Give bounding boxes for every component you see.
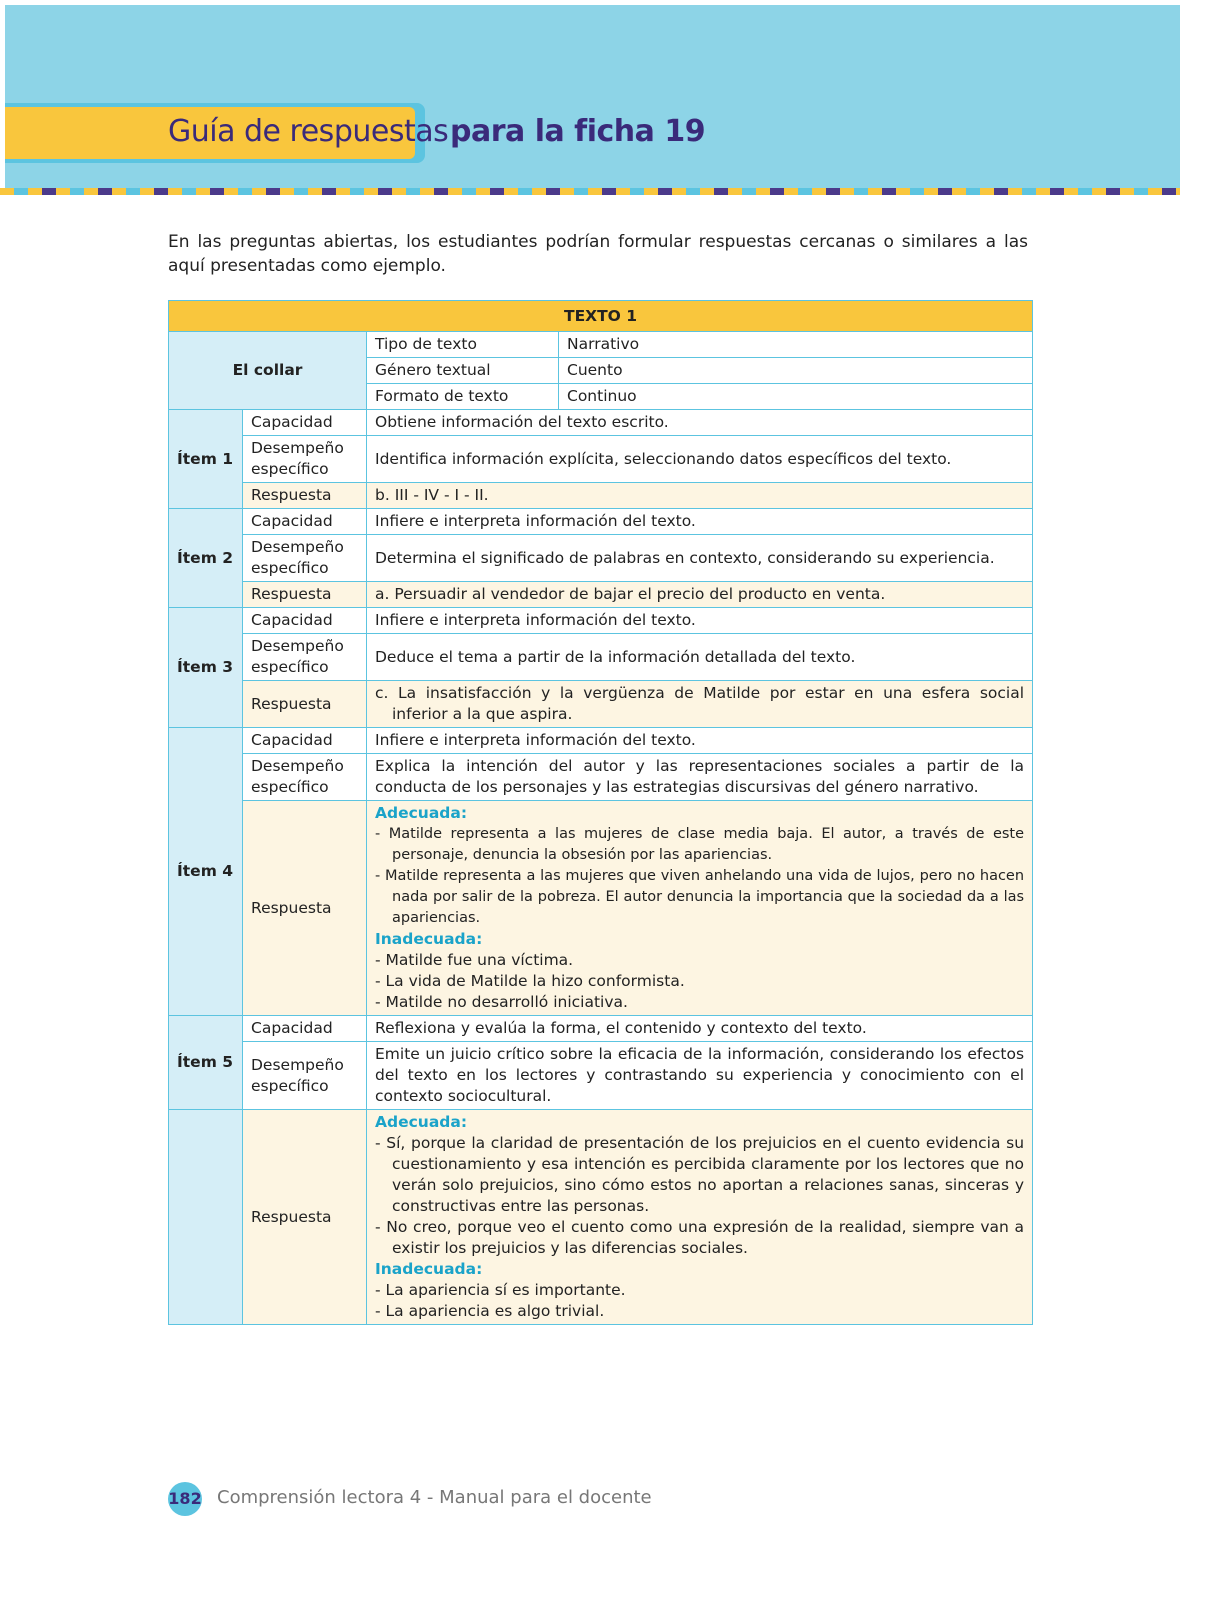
row-label: Desempeño específico xyxy=(243,436,367,483)
page-number: 182 xyxy=(168,1482,202,1516)
table-heading: TEXTO 1 xyxy=(169,301,1033,332)
meta-value: Cuento xyxy=(559,358,1033,384)
table-row xyxy=(169,535,1033,582)
adequate-heading: Adecuada: xyxy=(375,804,468,822)
capacity-text: Infiere e interpreta información del texto. xyxy=(367,509,1033,535)
capacity-text: Reflexiona y evalúa la forma, el contenido y contexto del texto. xyxy=(367,1016,1033,1042)
row-label: Capacidad xyxy=(243,410,367,436)
row-label: Desempeño específico xyxy=(243,535,367,582)
answer-line: - La vida de Matilde la hizo conformista. xyxy=(375,972,685,990)
row-label: Respuesta xyxy=(243,801,367,1016)
table-row xyxy=(169,608,1033,634)
table-row xyxy=(169,681,1033,728)
table-row xyxy=(169,728,1033,754)
intro-paragraph: En las preguntas abiertas, los estudiantes podrían formular respuestas cercanas o similares a las aquí presentadas como ejemplo. xyxy=(168,232,1028,276)
table-row xyxy=(169,483,1033,509)
adequate-heading: Adecuada: xyxy=(375,1113,468,1131)
answer-line: - La apariencia sí es importante. xyxy=(375,1281,626,1299)
row-label: Respuesta xyxy=(243,483,367,509)
answer-text: a. Persuadir al vendedor de bajar el precio del producto en venta. xyxy=(367,582,1033,608)
performance-text: Emite un juicio crítico sobre la eficacia de la información, considerando los efectos del texto en los lectores y contrastando su experiencia y conocimiento con el contexto sociocultural. xyxy=(367,1042,1033,1110)
table-row xyxy=(169,410,1033,436)
performance-text: Identifica información explícita, seleccionando datos específicos del texto. xyxy=(367,436,1033,483)
capacity-text: Infiere e interpreta información del texto. xyxy=(367,728,1033,754)
table-row xyxy=(169,436,1033,483)
text-title: El collar xyxy=(169,332,367,410)
row-label: Respuesta xyxy=(243,681,367,728)
performance-text: Determina el significado de palabras en contexto, considerando su experiencia. xyxy=(367,535,1033,582)
table-header-row xyxy=(169,301,1033,332)
table-row xyxy=(169,634,1033,681)
item-label: Ítem 1 xyxy=(169,410,243,509)
answer-line: - Matilde representa a las mujeres que viven anhelando una vida de lujos, pero no hacen nada por salir de la pobreza. El autor denuncia la importancia que la sociedad da a las apariencias. xyxy=(375,868,1025,926)
page-subtitle: para la ficha 19 xyxy=(450,114,706,149)
capacity-text: Infiere e interpreta información del texto. xyxy=(367,608,1033,634)
performance-text: Deduce el tema a partir de la información detallada del texto. xyxy=(367,634,1033,681)
row-label: Capacidad xyxy=(243,728,367,754)
page-title: Guía de respuestas xyxy=(168,114,449,149)
row-label: Capacidad xyxy=(243,509,367,535)
answer-line: - Matilde fue una víctima. xyxy=(375,951,574,969)
table-row xyxy=(169,1110,1033,1325)
table-row xyxy=(169,801,1033,1016)
answer-block xyxy=(367,801,1033,1016)
answer-line: - Sí, porque la claridad de presentación de los prejuicios en el cuento evidencia su cuestionamiento y esa intención es percibida claramente por los lectores que no verán solo prejuicios, sino cómo estos no aportan a relaciones sanas, sinceras y constructivas entre las personas. xyxy=(375,1134,1025,1215)
answer-line: - No creo, porque veo el cuento como una expresión de la realidad, siempre van a existir los prejuicios y las diferencias sociales. xyxy=(375,1218,1025,1257)
inadequate-heading: Inadecuada: xyxy=(375,1260,483,1278)
table-row xyxy=(169,332,1033,358)
item-label: Ítem 2 xyxy=(169,509,243,608)
footer-text: Comprensión lectora 4 - Manual para el docente xyxy=(217,1487,652,1508)
row-label: Desempeño específico xyxy=(243,1042,367,1110)
blank-cell xyxy=(169,1110,243,1325)
performance-text: Explica la intención del autor y las representaciones sociales a partir de la conducta de los personajes y las estrategias discursivas del género narrativo. xyxy=(367,754,1033,801)
row-label: Capacidad xyxy=(243,1016,367,1042)
row-label: Respuesta xyxy=(243,582,367,608)
inadequate-heading: Inadecuada: xyxy=(375,930,483,948)
meta-value: Continuo xyxy=(559,384,1033,410)
meta-key: Formato de texto xyxy=(367,384,559,410)
meta-key: Tipo de texto xyxy=(367,332,559,358)
row-label: Respuesta xyxy=(243,1110,367,1325)
table-row xyxy=(169,754,1033,801)
item-label: Ítem 4 xyxy=(169,728,243,1016)
row-label: Desempeño específico xyxy=(243,634,367,681)
answer-line: - Matilde representa a las mujeres de clase media baja. El autor, a través de este personaje, denuncia la obsesión por las apariencias. xyxy=(375,826,1025,863)
item-label: Ítem 5 xyxy=(169,1016,243,1110)
table-row xyxy=(169,1042,1033,1110)
answer-line: - La apariencia es algo trivial. xyxy=(375,1302,605,1320)
meta-key: Género textual xyxy=(367,358,559,384)
table-row xyxy=(169,582,1033,608)
table-row xyxy=(169,1016,1033,1042)
table-row xyxy=(169,509,1033,535)
answer-guide-table xyxy=(168,300,1033,1325)
row-label: Capacidad xyxy=(243,608,367,634)
answer-line: - Matilde no desarrolló iniciativa. xyxy=(375,993,628,1011)
meta-value: Narrativo xyxy=(559,332,1033,358)
answer-block xyxy=(367,1110,1033,1325)
capacity-text: Obtiene información del texto escrito. xyxy=(367,410,1033,436)
dashed-divider xyxy=(0,188,1180,195)
answer-text xyxy=(367,681,1033,728)
item-label: Ítem 3 xyxy=(169,608,243,728)
answer-line: c. La insatisfacción y la vergüenza de Matilde por estar en una esfera social inferior a la que aspira. xyxy=(375,684,1025,723)
row-label: Desempeño específico xyxy=(243,754,367,801)
answer-text: b. III - IV - I - II. xyxy=(367,483,1033,509)
